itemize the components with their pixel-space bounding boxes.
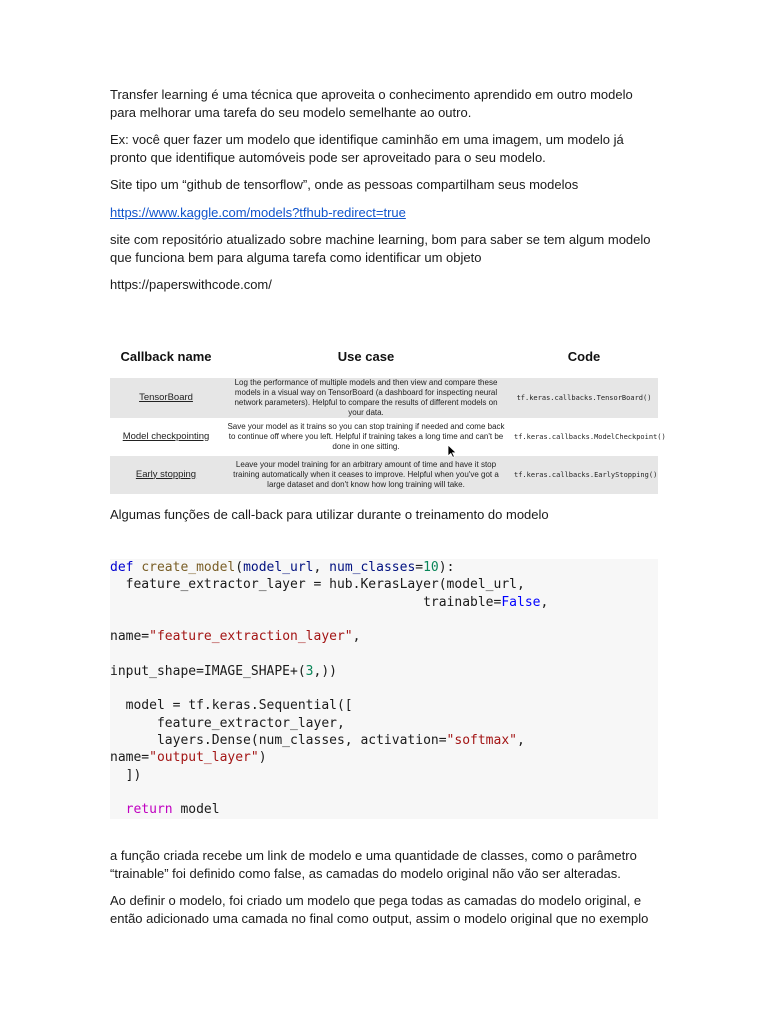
code-text: model — [172, 802, 220, 818]
explanation-paragraph-2: Ao definir o modelo, foi criado um modelo que pega todas as camadas do modelo original, e então adicionado uma camada no final como output, assim o modelo original que no exemplo — [110, 893, 649, 926]
callbacks-table-image — [110, 336, 666, 494]
code-keyword: def — [110, 560, 134, 575]
code-text: model = tf.keras.Sequential([ — [110, 698, 353, 714]
code-cell: tf.keras.callbacks.EarlyStopping() — [510, 456, 658, 494]
code-text: input_shape=IMAGE_SHAPE+( — [110, 663, 306, 679]
example-paragraph: Ex: você quer fazer um modelo que identifique caminhão em uma imagem, um modelo já pronto que identifique automóveis pode ser aproveitado para o seu modelo. — [110, 132, 624, 165]
code-text: , — [540, 594, 549, 610]
use-case-cell: Leave your model training for an arbitrary amount of time and have it stop training automatically when it ceases to improve. Helpful when you've got a large dataset and don't know how long training will take. — [222, 456, 510, 494]
repo-paragraph: site com repositório atualizado sobre machine learning, bom para saber se tem algum modelo que funciona bem para alguma tarefa como identificar um objeto — [110, 232, 651, 265]
code-text: name= — [110, 750, 150, 766]
header-callback-name: Callback name — [110, 336, 222, 378]
code-text: ]) — [110, 767, 142, 783]
table-row — [110, 418, 658, 456]
code-text: feature_extractor_layer = hub.KerasLayer(model_url, — [110, 577, 525, 593]
callbacks-table — [110, 336, 666, 494]
header-code: Code — [510, 336, 658, 378]
code-number: 10 — [423, 560, 439, 575]
code-cell: tf.keras.callbacks.ModelCheckpoint() — [514, 432, 666, 441]
intro-paragraph: Transfer learning é uma técnica que aproveita o conhecimento aprendido em outro modelo para melhorar uma tarefa do seu modelo semelhante ao outro. — [110, 87, 633, 120]
callback-name-cell: TensorBoard — [110, 378, 222, 418]
code-cell: tf.keras.callbacks.TensorBoard() — [510, 378, 658, 418]
table-caption: Algumas funções de call-back para utilizar durante o treinamento do modelo — [110, 506, 549, 522]
table-row — [110, 378, 658, 418]
callback-name-cell: Early stopping — [110, 456, 222, 494]
code-text: name= — [110, 629, 150, 645]
code-string: "output_layer" — [149, 750, 259, 766]
code-text: feature_extractor_layer, — [110, 715, 345, 731]
code-boolean: False — [501, 594, 541, 610]
code-string: "softmax" — [446, 732, 517, 748]
code-text: , — [352, 629, 361, 645]
use-case-cell: Log the performance of multiple models and then view and compare these models in a visual way on TensorBoard (a dashboard for inspecting neural network parameters). Helpful to compare the results of different models on your data. — [222, 378, 510, 418]
header-use-case: Use case — [222, 336, 510, 378]
code-keyword: return — [125, 802, 173, 818]
code-content: def create_model(model_url, num_classes=10): feature_extractor_layer = hub.KerasLayer(model_url, trainable=False, name="feature_extraction_layer", input_shape=IMAGE_SHAPE+(3,)) model = tf.keras.Sequential([ feature_extractor_layer, layers.Dense(num_classes, activation="softmax", name="output_layer") ]) return model — [110, 560, 549, 818]
code-text: layers.Dense(num_classes, activation= — [110, 732, 447, 748]
code-param: model_url — [243, 560, 314, 575]
code-block — [110, 559, 658, 819]
mouse-pointer-icon — [447, 444, 457, 458]
document-page — [110, 86, 666, 937]
use-case-cell: Save your model as it trains so you can stop training if needed and come back to continue off where you left. Helpful if training takes a long time and can't be done in one sitting. — [227, 421, 505, 451]
table-row — [110, 456, 658, 494]
callback-name-cell: Model checkpointing — [122, 430, 210, 442]
code-text: , — [517, 732, 525, 748]
paperswithcode-text: https://paperswithcode.com/ — [110, 277, 272, 292]
code-param: num_classes — [329, 560, 416, 575]
code-function-name: create_model — [141, 560, 236, 575]
code-text: ): — [438, 560, 455, 575]
kaggle-link[interactable]: https://www.kaggle.com/models?tfhub-redirect=true — [110, 204, 406, 220]
code-text: ,)) — [313, 663, 337, 679]
explanation-paragraph-1: a função criada recebe um link de modelo e uma quantidade de classes, como o parâmetro “trainable” foi definido como false, as camadas do modelo original não vão ser alteradas. — [110, 848, 637, 881]
code-number: 3 — [305, 663, 314, 679]
code-text: trainable= — [110, 594, 502, 610]
code-string: "feature_extraction_layer" — [149, 629, 353, 645]
github-paragraph: Site tipo um “github de tensorflow”, onde as pessoas compartilham seus modelos — [110, 177, 579, 192]
